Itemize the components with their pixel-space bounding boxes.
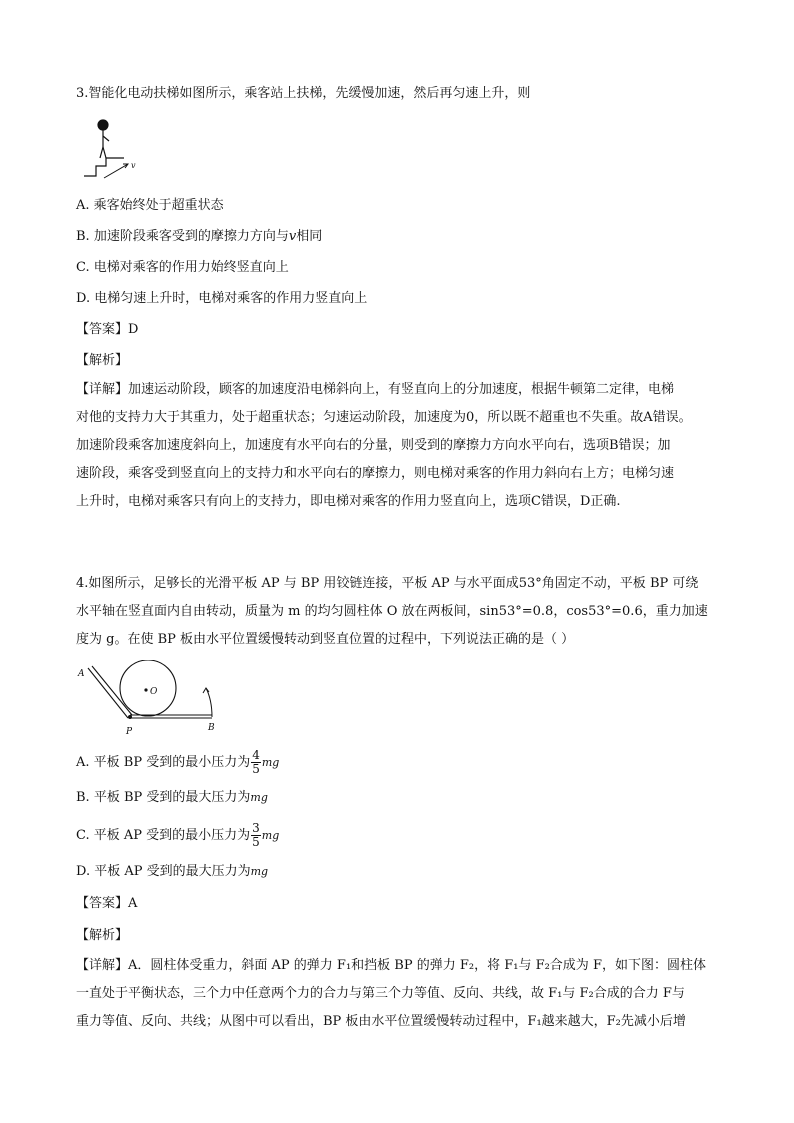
q4-answer: 【答案】A xyxy=(76,896,138,911)
q3-analysis-line: 速阶段，乘客受到竖直向上的支持力和水平向右的摩擦力，则电梯对乘客的作用力斜向右上方；电梯匀速 xyxy=(76,466,675,481)
q4-option-c: C. 平板 AP 受到的最小压力为 $\frac{3}{5}$ mg xyxy=(76,821,280,849)
q4-analysis-line: 重力等值、反向、共线；从图中可以看出，BP 板由水平位置缓慢转动过程中，F₁越来越大，F₂先减小后增 xyxy=(76,1014,686,1029)
rotation-arrow-icon xyxy=(203,688,212,717)
q3-option-d: D. 电梯匀速上升时，电梯对乘客的作用力竖直向上 xyxy=(76,291,368,306)
q4-option-a: A. 平板 BP 受到的最小压力为 $\frac{4}{5}$ mg xyxy=(76,748,280,776)
q4-question-line: 水平轴在竖直面内自由转动，质量为 m 的均匀圆柱体 O 放在两板间，sin53°=0.8，cos53°=0.6，重力加速 xyxy=(76,604,708,619)
q3-option-c: C. 电梯对乘客的作用力始终竖直向上 xyxy=(76,260,289,275)
q4-analysis xyxy=(76,952,726,1036)
q4-analysis-heading: 【解析】 xyxy=(76,928,129,943)
hinge-icon xyxy=(128,715,132,719)
q4-question xyxy=(76,570,726,654)
cylinder-center xyxy=(144,688,147,691)
velocity-label: v xyxy=(131,161,136,170)
q3-option-b: B. 加速阶段乘客受到的摩擦力方向与v相同 xyxy=(76,229,323,244)
label-b: B xyxy=(208,723,215,733)
q3-answer: 【答案】D xyxy=(76,322,139,337)
velocity-arrow-icon xyxy=(104,164,128,178)
escalator-steps xyxy=(84,158,124,176)
label-p: P xyxy=(126,727,133,737)
q4-option-d: D. 平板 AP 受到的最大压力为mg xyxy=(76,864,269,879)
q3-analysis-heading: 【解析】 xyxy=(76,353,129,368)
fraction-4-5: $\frac{4}{5}$ xyxy=(252,748,260,776)
q3-analysis xyxy=(76,376,726,516)
q3-escalator-figure xyxy=(80,112,152,184)
q3-question: 3.智能化电动扶梯如图所示，乘客站上扶梯，先缓慢加速，然后再匀速上升，则 xyxy=(76,86,531,101)
q4-option-b: B. 平板 BP 受到的最大压力为mg xyxy=(76,790,268,805)
q4-question-line: 度为 g。在使 BP 板由水平位置缓慢转动到竖直位置的过程中，下列说法正确的是（ ） xyxy=(76,632,575,647)
q3-analysis-line: 加速阶段乘客加速度斜向上，加速度有水平向右的分量，则受到的摩擦力方向水平向右，选项B错误；加 xyxy=(76,438,671,453)
q4-analysis-line: 【详解】A．圆柱体受重力，斜面 AP 的弹力 F₁和挡板 BP 的弹力 F₂，将 F₁与 F₂合成为 F，如下图：圆柱体 xyxy=(76,958,706,973)
q3-analysis-line: 上升时，电梯对乘客只有向上的支持力，即电梯对乘客的作用力竖直向上，选项C错误，D正确. xyxy=(76,494,621,509)
plate-ap xyxy=(88,666,132,718)
q4-plates-figure xyxy=(76,660,226,740)
q3-analysis-line: 【详解】加速运动阶段，顾客的加速度沿电梯斜向上，有竖直向上的分加速度，根据牛顿第二定律，电梯 xyxy=(76,382,675,397)
q4-analysis-line: 一直处于平衡状态，三个力中任意两个力的合力与第三个力等值、反向、共线，故 F₁与 F₂合成的合力 F与 xyxy=(76,986,685,1001)
q3-analysis-line: 对他的支持力大于其重力，处于超重状态；匀速运动阶段，加速度为0，所以既不超重也不失重。故A错误。 xyxy=(76,410,692,425)
label-o: O xyxy=(150,687,158,697)
q4-question-line: 4.如图所示，足够长的光滑平板 AP 与 BP 用铰链连接，平板 AP 与水平面成53°角固定不动，平板 BP 可绕 xyxy=(76,576,699,591)
passenger-figure xyxy=(98,120,109,158)
cylinder xyxy=(120,660,176,716)
fraction-3-5: $\frac{3}{5}$ xyxy=(252,821,260,849)
q3-option-a: A. 乘客始终处于超重状态 xyxy=(76,198,224,213)
label-a: A xyxy=(78,669,85,679)
